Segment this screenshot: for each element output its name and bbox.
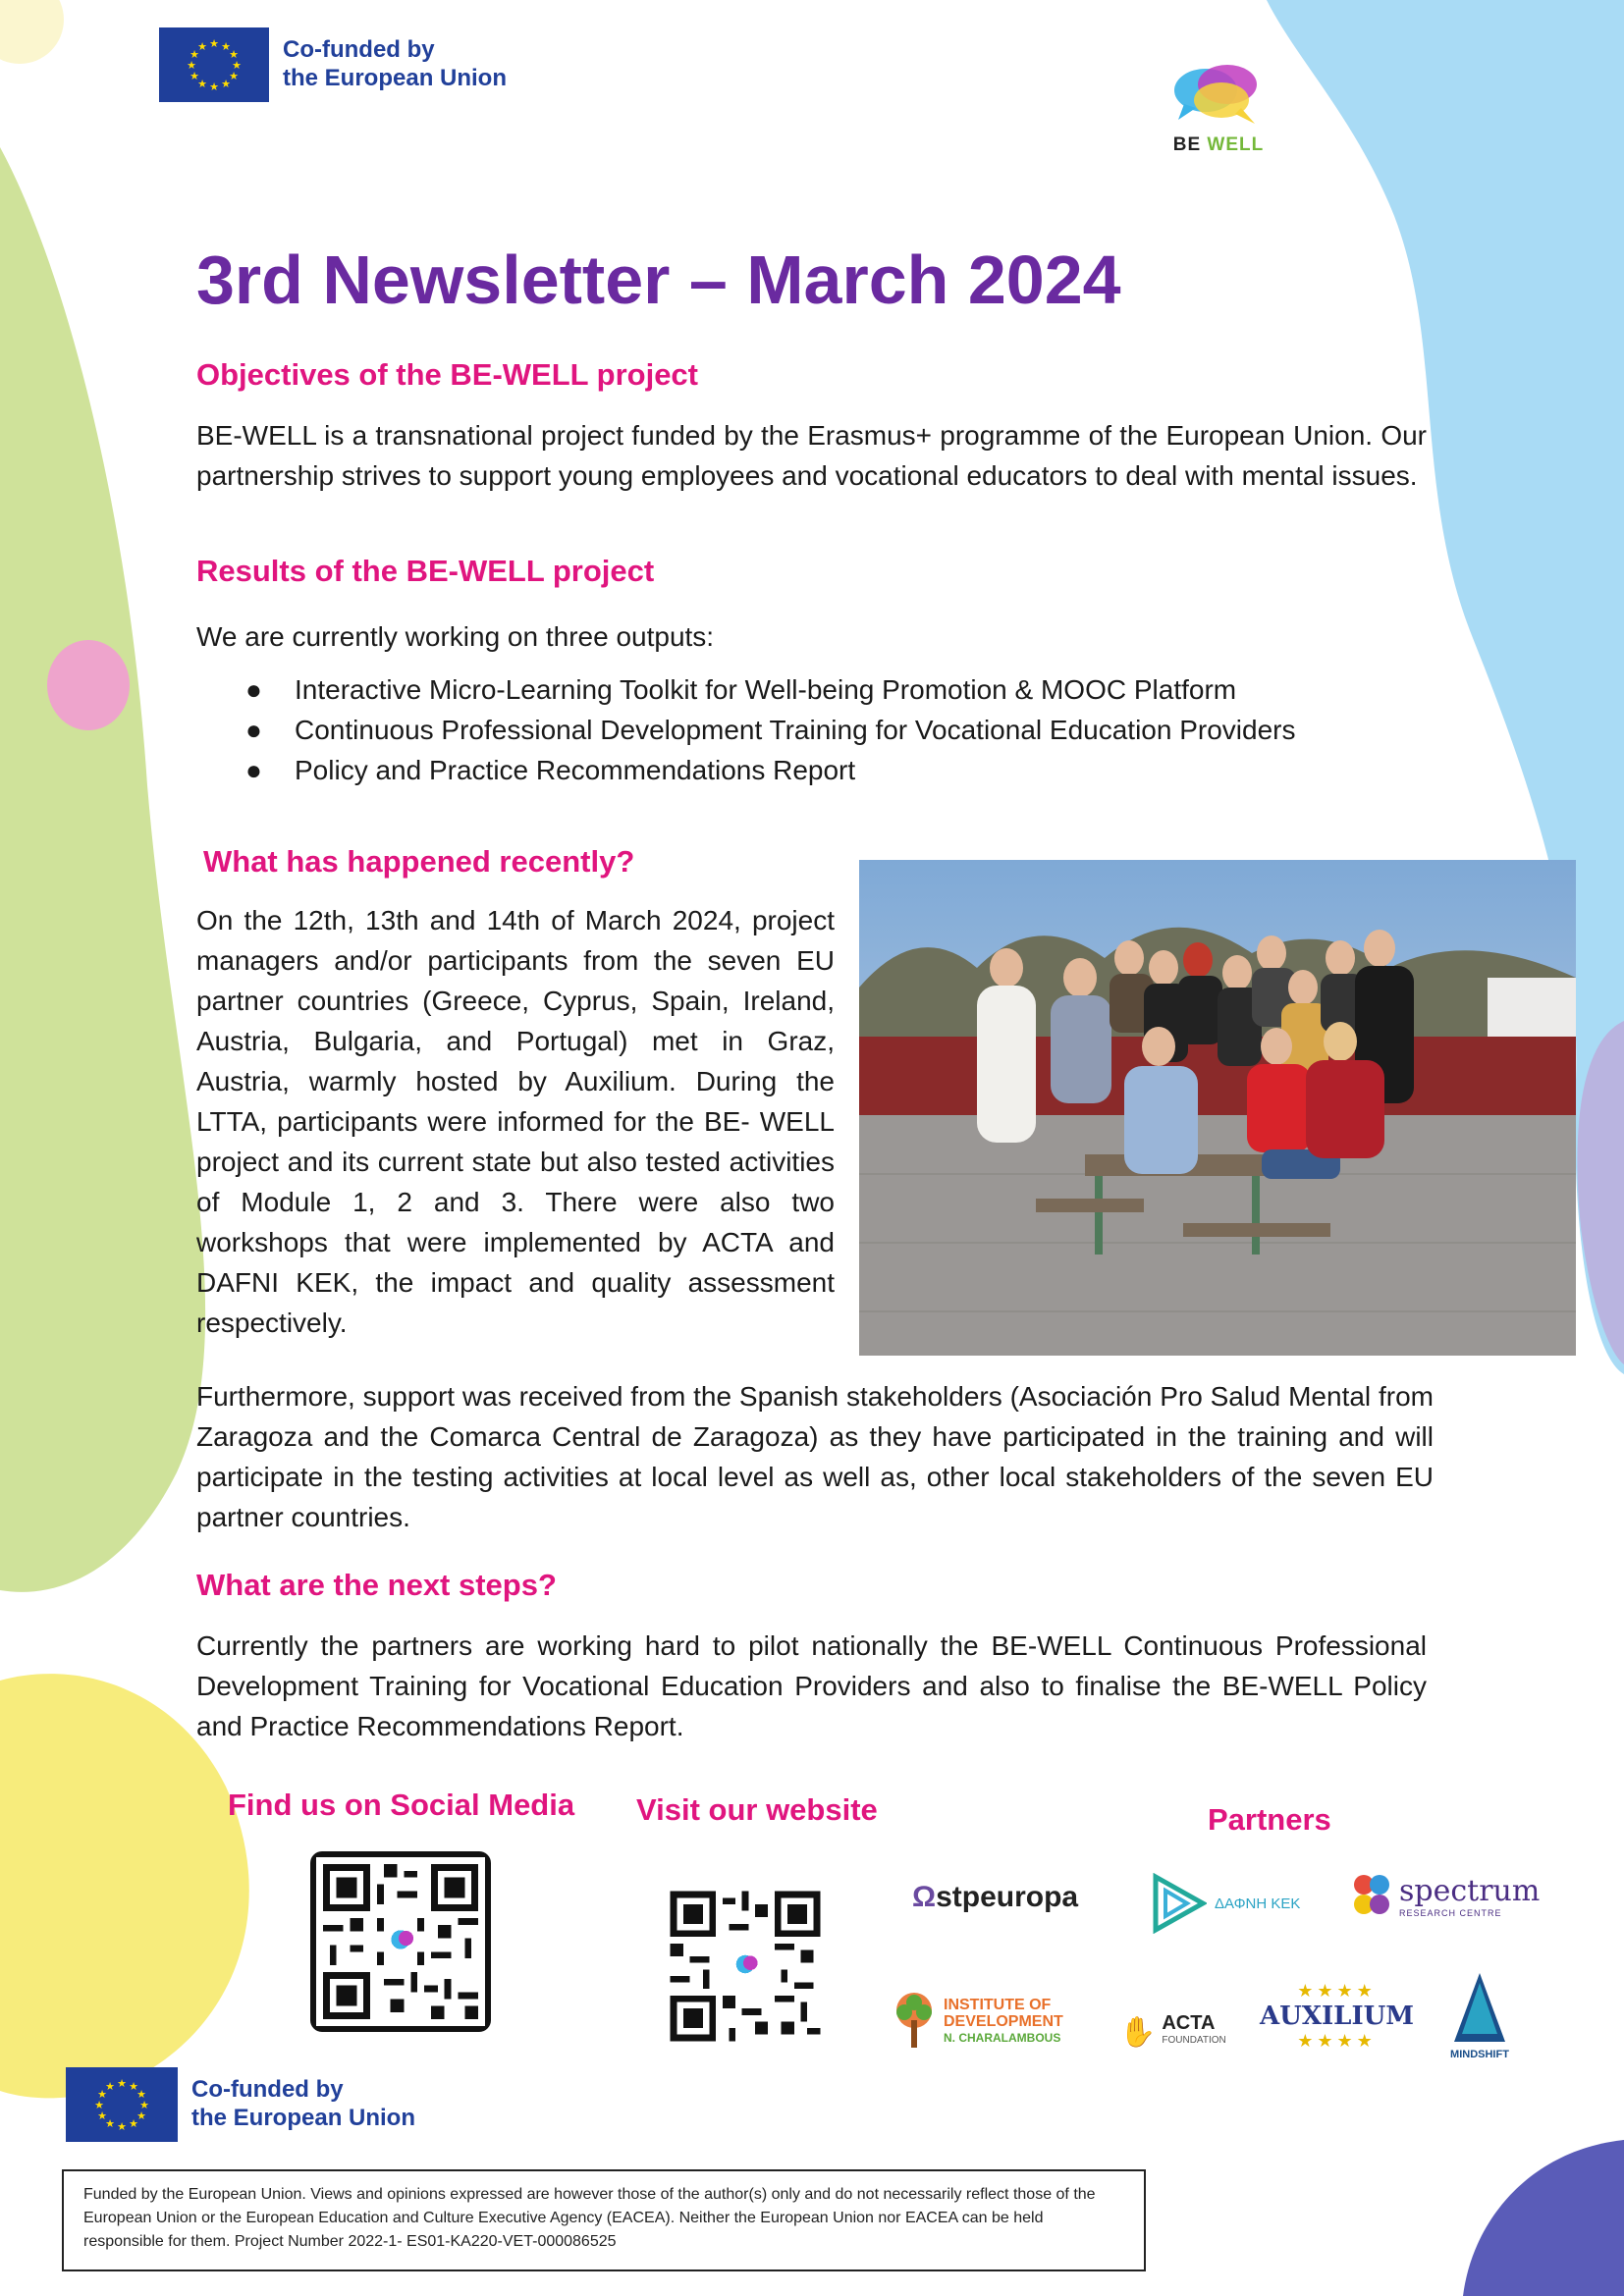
partner-logo-acta: ✋ ACTA FOUNDATION [1119, 2012, 1226, 2049]
hand-icon: ✋ [1119, 2015, 1157, 2049]
svg-text:★: ★ [105, 2080, 115, 2093]
next-steps-body: Currently the partners are working hard to pilot nationally the BE-WELL Continuous Professional Development Training for Vocational Education Providers and also to finalise the BE-WELL Policy and Practice Recommendations Report. [196, 1630, 1427, 1741]
eu-logo-line2: the European Union [283, 65, 507, 91]
svg-text:★: ★ [221, 40, 231, 53]
partner-logo-mindshift: MINDSHIFT [1450, 1971, 1509, 2060]
svg-text:★: ★ [232, 59, 242, 72]
partner-logo-dafni-kek: ΔΑΦΝΗ ΚΕΚ [1152, 1873, 1300, 1934]
mindshift-triangle-icon [1450, 1971, 1509, 2044]
svg-text:★: ★ [197, 78, 207, 90]
svg-text:★: ★ [94, 2099, 104, 2111]
svg-text:★: ★ [136, 2088, 146, 2101]
svg-text:★: ★ [209, 37, 219, 50]
svg-text:★: ★ [189, 48, 199, 61]
svg-text:★: ★ [97, 2109, 107, 2122]
partners-logos [879, 1843, 1566, 2109]
recent-body: On the 12th, 13th and 14th of March 2024, project managers and/or participants from the seven EU partner countries (Greece, Cyprus, Spain, Ireland, Austria, Bulgaria, and Portugal) met in Graz, Austria, warmly hosted by Auxilium. During the LTTA, participants were informed for the BE- WELL project and its current state but also tested activities of Module 1, 2 and 3. There were also two workshops that were implemented by ACTA and DAFNI KEK, the impact and quality assessment respectively. [196, 905, 835, 1338]
stars-icon: ★★★★ [1297, 2031, 1377, 2051]
yellow-dot-top [0, 0, 64, 64]
funding-disclaimer: Funded by the European Union. Views and opinions expressed are however those of the author(s) only and do not necessarily reflect those of the European Union or the European Education and Culture Executive Agency (EACEA). Neither the European Union nor EACEA can be held responsible for them. Project Number 2022-1- ES01-KA220-VET-000086525 [62, 2169, 1146, 2271]
svg-text:★: ★ [197, 40, 207, 53]
group-photo [859, 860, 1576, 1356]
speech-bubbles-icon [1164, 59, 1272, 130]
bullet-icon: ● [245, 674, 262, 705]
svg-text:★: ★ [117, 2077, 127, 2090]
recent-body-continued: Furthermore, support was received from the Spanish stakeholders (Asociación Pro Salud Mental from Zaragoza and the Comarca Central de Zaragoza) as they have participated in the training and will participate in the testing activities at local level as well as, other local stakeholders of the seven EU partner countries. [196, 1381, 1434, 1532]
website-heading: Visit our website [636, 1792, 878, 1827]
bewell-logo [1164, 59, 1272, 167]
spectrum-icon [1350, 1871, 1393, 1920]
svg-text:★: ★ [139, 2099, 149, 2111]
list-item: ● Continuous Professional Development Training for Vocational Education Providers [245, 710, 1295, 750]
partner-logo-spectrum: spectrum RESEARCH CENTRE [1350, 1871, 1540, 1920]
eu-flag-icon [66, 2067, 178, 2142]
bewell-wordmark: BE WELL [1172, 134, 1265, 155]
recent-heading: What has happened recently? [203, 844, 635, 879]
tree-icon [889, 1991, 940, 2052]
eu-logo-line1: Co-funded by [283, 36, 435, 64]
bullet-icon: ● [245, 755, 262, 785]
svg-text:★: ★ [229, 48, 239, 61]
eu-cofunded-logo-bottom [66, 2067, 415, 2142]
eu-flag-icon [159, 27, 269, 102]
social-media-heading: Find us on Social Media [228, 1788, 575, 1822]
social-media-qr-code[interactable] [310, 1851, 491, 2032]
svg-text:★: ★ [209, 80, 219, 93]
svg-text:★: ★ [229, 70, 239, 82]
svg-text:★: ★ [129, 2117, 138, 2130]
svg-text:★: ★ [117, 2120, 127, 2133]
svg-text:★: ★ [129, 2080, 138, 2093]
svg-text:★: ★ [187, 59, 196, 72]
bullet-icon: ● [245, 715, 262, 745]
website-qr-code[interactable] [664, 1885, 827, 2048]
list-item: ● Interactive Micro-Learning Toolkit for Well-being Promotion & MOOC Platform [245, 669, 1295, 710]
objectives-body: BE-WELL is a transnational project funded by the Erasmus+ programme of the European Union. Our partnership strives to support young employees and vocational educators to deal with mental issues. [196, 420, 1427, 491]
page-title: 3rd Newsletter – March 2024 [196, 241, 1121, 318]
indigo-blob [1463, 2140, 1624, 2296]
partner-logo-auxilium: ★★★★ AUXILIUM ★★★★ [1260, 1981, 1415, 2051]
list-item: ● Policy and Practice Recommendations Report [245, 750, 1295, 790]
green-blob [0, 147, 205, 1592]
svg-text:★: ★ [97, 2088, 107, 2101]
pink-dot [47, 640, 130, 730]
eu-logo-line2: the European Union [191, 2105, 415, 2131]
partners-heading: Partners [1208, 1802, 1331, 1837]
eu-logo-line1: Co-funded by [191, 2076, 344, 2104]
objectives-heading: Objectives of the BE-WELL project [196, 357, 699, 392]
results-heading: Results of the BE-WELL project [196, 554, 655, 588]
svg-text:★: ★ [189, 70, 199, 82]
dafni-triangle-icon [1152, 1873, 1207, 1934]
svg-text:★: ★ [221, 78, 231, 90]
stars-icon: ★★★★ [1297, 1981, 1377, 2001]
eu-cofunded-logo-top [159, 27, 507, 102]
svg-text:★: ★ [136, 2109, 146, 2122]
stpeuropa-icon: Ω [912, 1881, 937, 1913]
svg-text:★: ★ [105, 2117, 115, 2130]
results-intro: We are currently working on three outputs: [196, 621, 715, 652]
outputs-list [245, 669, 1295, 790]
partner-logo-stpeuropa: Ωstpeuropa [912, 1881, 1079, 1913]
next-steps-heading: What are the next steps? [196, 1568, 557, 1602]
partner-logo-institute-of-development: INSTITUTE OF DEVELOPMENT N. CHARALAMBOUS [889, 1991, 1063, 2052]
